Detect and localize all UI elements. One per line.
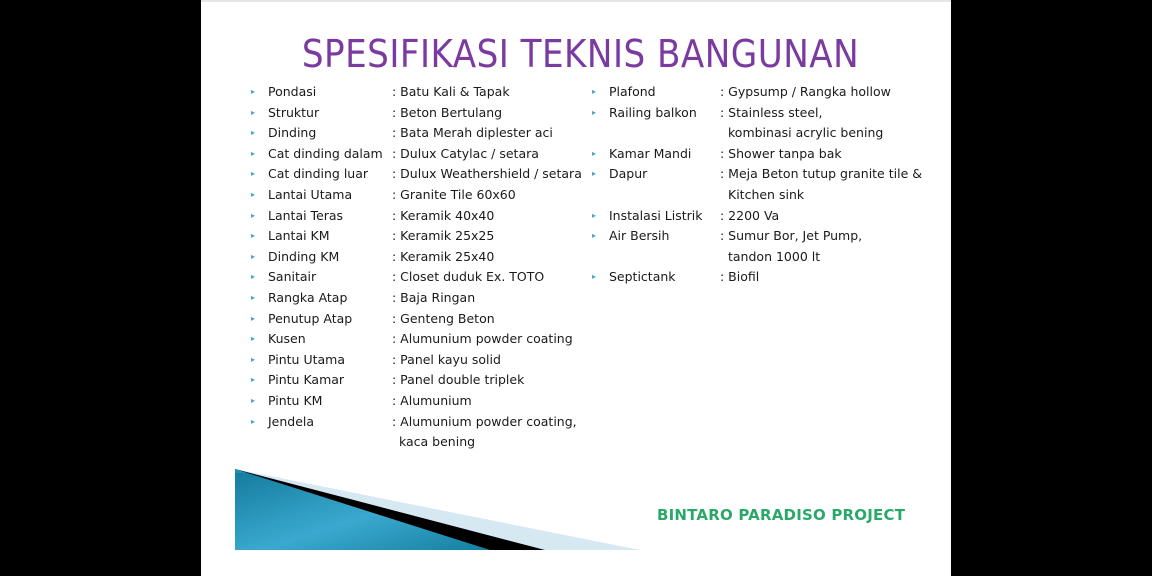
spec-value-continuation: tandon 1000 lt	[728, 248, 821, 264]
triangle-right-icon: ▸	[251, 148, 256, 158]
spec-value: : Alumunium powder coating,	[392, 413, 577, 429]
triangle-right-icon: ▸	[592, 231, 597, 241]
spec-label: Dinding	[268, 125, 317, 141]
spec-value: : Beton Bertulang	[392, 104, 503, 120]
triangle-right-icon: ▸	[251, 210, 256, 220]
triangle-right-icon: ▸	[251, 231, 256, 241]
spec-label: Pintu Utama	[268, 351, 346, 367]
spec-value: : 2200 Va	[720, 207, 780, 223]
spec-value: : Meja Beton tutup granite tile &	[720, 166, 922, 182]
spec-value-continuation: kombinasi acrylic bening	[728, 125, 884, 141]
spec-value: : Keramik 25x25	[392, 228, 495, 244]
spec-value: : Panel kayu solid	[392, 351, 501, 367]
spec-value: : Bata Merah diplester aci	[392, 125, 553, 141]
spec-label: Instalasi Listrik	[609, 207, 703, 223]
triangle-right-icon: ▸	[251, 87, 256, 96]
spec-value: : Panel double triplek	[392, 372, 525, 388]
spec-value: : Alumunium	[392, 392, 472, 408]
spec-label: Jendela	[268, 413, 315, 429]
spec-value: : Keramik 40x40	[392, 207, 495, 223]
spec-label: Pintu Kamar	[268, 372, 345, 388]
triangle-right-icon: ▸	[251, 107, 256, 117]
spec-label: Septictank	[609, 269, 676, 285]
spec-value: : Keramik 25x40	[392, 248, 495, 264]
spec-value: : Batu Kali & Tapak	[392, 84, 510, 99]
spec-value: : Dulux Catylac / setara	[392, 145, 539, 161]
triangle-right-icon: ▸	[251, 334, 256, 344]
spec-label: Lantai Utama	[268, 186, 353, 202]
spec-value: : Closet duduk Ex. TOTO	[392, 269, 545, 285]
spec-value: : Granite Tile 60x60	[392, 186, 516, 202]
slide	[201, 0, 951, 576]
triangle-right-icon: ▸	[251, 251, 256, 261]
project-name-footer: BINTARO PARADISO PROJECT	[657, 506, 906, 524]
spec-value: : Gypsump / Rangka hollow	[720, 84, 891, 99]
spec-label: Pondasi	[268, 84, 317, 99]
spec-value: : Baja Ringan	[392, 289, 476, 305]
triangle-right-icon: ▸	[251, 354, 256, 364]
spec-label: Dinding KM	[268, 248, 340, 264]
triangle-right-icon: ▸	[592, 148, 597, 158]
spec-label: Air Bersih	[609, 228, 670, 244]
triangle-right-icon: ▸	[592, 210, 597, 220]
spec-value-continuation: Kitchen sink	[728, 186, 805, 202]
spec-value: : Dulux Weathershield / setara	[392, 166, 582, 182]
triangle-right-icon: ▸	[251, 375, 256, 385]
spec-value: : Stainless steel,	[720, 104, 823, 120]
spec-label: Penutup Atap	[268, 310, 353, 326]
spec-value: : Alumunium powder coating	[392, 331, 573, 347]
triangle-right-icon: ▸	[592, 169, 597, 179]
triangle-right-icon: ▸	[251, 189, 256, 199]
spec-label: Struktur	[268, 104, 320, 120]
spec-value: : Shower tanpa bak	[720, 145, 842, 161]
spec-label: Pintu KM	[268, 392, 323, 408]
spec-label: Cat dinding dalam	[268, 145, 383, 161]
triangle-right-icon: ▸	[251, 292, 256, 302]
spec-label: Dapur	[609, 166, 648, 182]
triangle-right-icon: ▸	[592, 87, 597, 96]
triangle-right-icon: ▸	[251, 395, 256, 405]
triangle-right-icon: ▸	[251, 169, 256, 179]
spec-label: Sanitair	[268, 269, 317, 285]
triangle-right-icon: ▸	[251, 272, 256, 282]
spec-label: Plafond	[609, 84, 656, 99]
spec-label: Lantai KM	[268, 228, 330, 244]
spec-label: Kusen	[268, 331, 306, 347]
triangle-right-icon: ▸	[251, 416, 256, 426]
spec-label: Railing balkon	[609, 104, 697, 120]
triangle-right-icon: ▸	[592, 272, 597, 282]
spec-value: : Biofil	[720, 269, 760, 285]
triangle-right-icon: ▸	[251, 313, 256, 323]
spec-value-continuation: kaca bening	[399, 434, 476, 450]
spec-value: : Sumur Bor, Jet Pump,	[720, 228, 863, 244]
spec-label: Rangka Atap	[268, 289, 348, 305]
spec-label: Cat dinding luar	[268, 166, 369, 182]
triangle-right-icon: ▸	[251, 128, 256, 138]
slide-title: SPESIFIKASI TEKNIS BANGUNAN	[301, 32, 860, 76]
triangle-right-icon: ▸	[592, 107, 597, 117]
spec-value: : Genteng Beton	[392, 310, 495, 326]
spec-label: Lantai Teras	[268, 207, 344, 223]
spec-label: Kamar Mandi	[609, 145, 692, 161]
decorative-wedge-graphic	[235, 468, 655, 558]
